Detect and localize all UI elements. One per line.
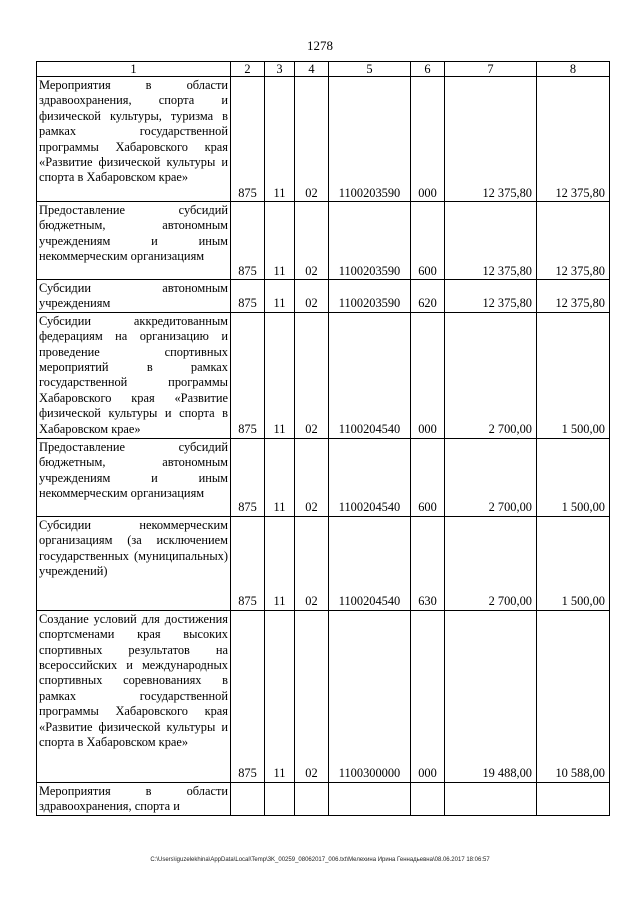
row-code-section: 11 (265, 516, 295, 610)
row-description: Предоставление субсидий бюджетным, автономным учреждениям и иным некоммерческим организациям (37, 202, 231, 280)
row-description: Мероприятия в области здравоохранения, спорта и физической культуры, туризма в рамках государственной программы Хабаровского края «Развитие физической культуры и спорта в Хабаровском крае» (37, 77, 231, 202)
row-code-admin: 875 (231, 516, 265, 610)
row-code-expense-type: 630 (411, 516, 445, 610)
row-amount-col7 (445, 782, 537, 815)
row-description: Субсидии аккредитованным федерациям на организацию и проведение спортивных мероприятий в рамках государственной программы Хабаровского края «Развитие физической культуры и спорта в Хабаровском крае» (37, 312, 231, 438)
budget-table (36, 61, 610, 816)
row-code-subsection: 02 (295, 438, 329, 516)
row-amount-col8: 10 588,00 (537, 610, 610, 782)
row-code-expense-type: 000 (411, 77, 445, 202)
row-code-admin: 875 (231, 202, 265, 280)
row-code-admin: 875 (231, 610, 265, 782)
header-cell: 3 (265, 62, 295, 77)
header-cell: 6 (411, 62, 445, 77)
row-code-expense-type: 600 (411, 202, 445, 280)
page-number: 1278 (307, 38, 333, 53)
table-row (37, 312, 610, 438)
row-code-target (329, 782, 411, 815)
row-code-target: 1100204540 (329, 438, 411, 516)
row-code-admin: 875 (231, 312, 265, 438)
table-row (37, 782, 610, 815)
row-code-section: 11 (265, 610, 295, 782)
header-cell: 2 (231, 62, 265, 77)
row-code-section: 11 (265, 280, 295, 313)
row-code-expense-type: 620 (411, 280, 445, 313)
header-cell: 8 (537, 62, 610, 77)
row-code-section: 11 (265, 312, 295, 438)
row-amount-col7: 12 375,80 (445, 280, 537, 313)
row-code-section: 11 (265, 438, 295, 516)
table-row (37, 516, 610, 610)
row-description: Субсидии автономным учреждениям (37, 280, 231, 313)
row-code-expense-type: 600 (411, 438, 445, 516)
table-row (37, 438, 610, 516)
row-code-expense-type: 000 (411, 610, 445, 782)
header-row (37, 62, 610, 77)
row-code-target: 1100203590 (329, 202, 411, 280)
header-cell: 1 (37, 62, 231, 77)
row-amount-col8: 1 500,00 (537, 312, 610, 438)
row-code-target: 1100204540 (329, 312, 411, 438)
row-amount-col8: 12 375,80 (537, 280, 610, 313)
row-code-admin: 875 (231, 77, 265, 202)
row-description: Создание условий для достижения спортсменами края высоких спортивных результатов на всероссийских и международных спортивных соревнованиях в рамках государственной программы Хабаровского края «Развитие физической культуры и спорта в Хабаровском крае» (37, 610, 231, 782)
row-amount-col8: 1 500,00 (537, 516, 610, 610)
row-amount-col8: 1 500,00 (537, 438, 610, 516)
row-code-subsection: 02 (295, 312, 329, 438)
table-row (37, 610, 610, 782)
file-path-footer: C:\Users\iguzelekhina\AppData\Local\Temp\3K_00259_08062017_006.txt\Мелехина Ирина Геннадьевна\08.06.2017 18:06:57 (150, 857, 490, 863)
row-code-section: 11 (265, 202, 295, 280)
row-description: Мероприятия в области здравоохранения, спорта и (37, 782, 231, 815)
table-row (37, 280, 610, 313)
row-code-target: 1100203590 (329, 77, 411, 202)
row-amount-col7: 12 375,80 (445, 202, 537, 280)
row-code-target: 1100203590 (329, 280, 411, 313)
row-amount-col7: 2 700,00 (445, 438, 537, 516)
row-code-expense-type: 000 (411, 312, 445, 438)
row-amount-col7: 2 700,00 (445, 312, 537, 438)
header-cell: 5 (329, 62, 411, 77)
row-code-subsection: 02 (295, 77, 329, 202)
row-code-subsection: 02 (295, 280, 329, 313)
row-amount-col7: 19 488,00 (445, 610, 537, 782)
row-code-admin (231, 782, 265, 815)
row-code-subsection: 02 (295, 202, 329, 280)
row-amount-col8: 12 375,80 (537, 77, 610, 202)
row-code-subsection: 02 (295, 610, 329, 782)
row-code-section: 11 (265, 77, 295, 202)
row-description: Предоставление субсидий бюджетным, автономным учреждениям и иным некоммерческим организациям (37, 438, 231, 516)
row-code-admin: 875 (231, 438, 265, 516)
row-code-section (265, 782, 295, 815)
table-row (37, 77, 610, 202)
row-amount-col7: 2 700,00 (445, 516, 537, 610)
row-code-subsection (295, 782, 329, 815)
row-code-admin: 875 (231, 280, 265, 313)
row-amount-col7: 12 375,80 (445, 77, 537, 202)
row-description: Субсидии некоммерческим организациям (за исключением государственных (муниципальных) учреждений) (37, 516, 231, 610)
row-amount-col8: 12 375,80 (537, 202, 610, 280)
header-cell: 7 (445, 62, 537, 77)
row-amount-col8 (537, 782, 610, 815)
row-code-expense-type (411, 782, 445, 815)
row-code-target: 1100204540 (329, 516, 411, 610)
header-cell: 4 (295, 62, 329, 77)
table-row (37, 202, 610, 280)
row-code-subsection: 02 (295, 516, 329, 610)
row-code-target: 1100300000 (329, 610, 411, 782)
